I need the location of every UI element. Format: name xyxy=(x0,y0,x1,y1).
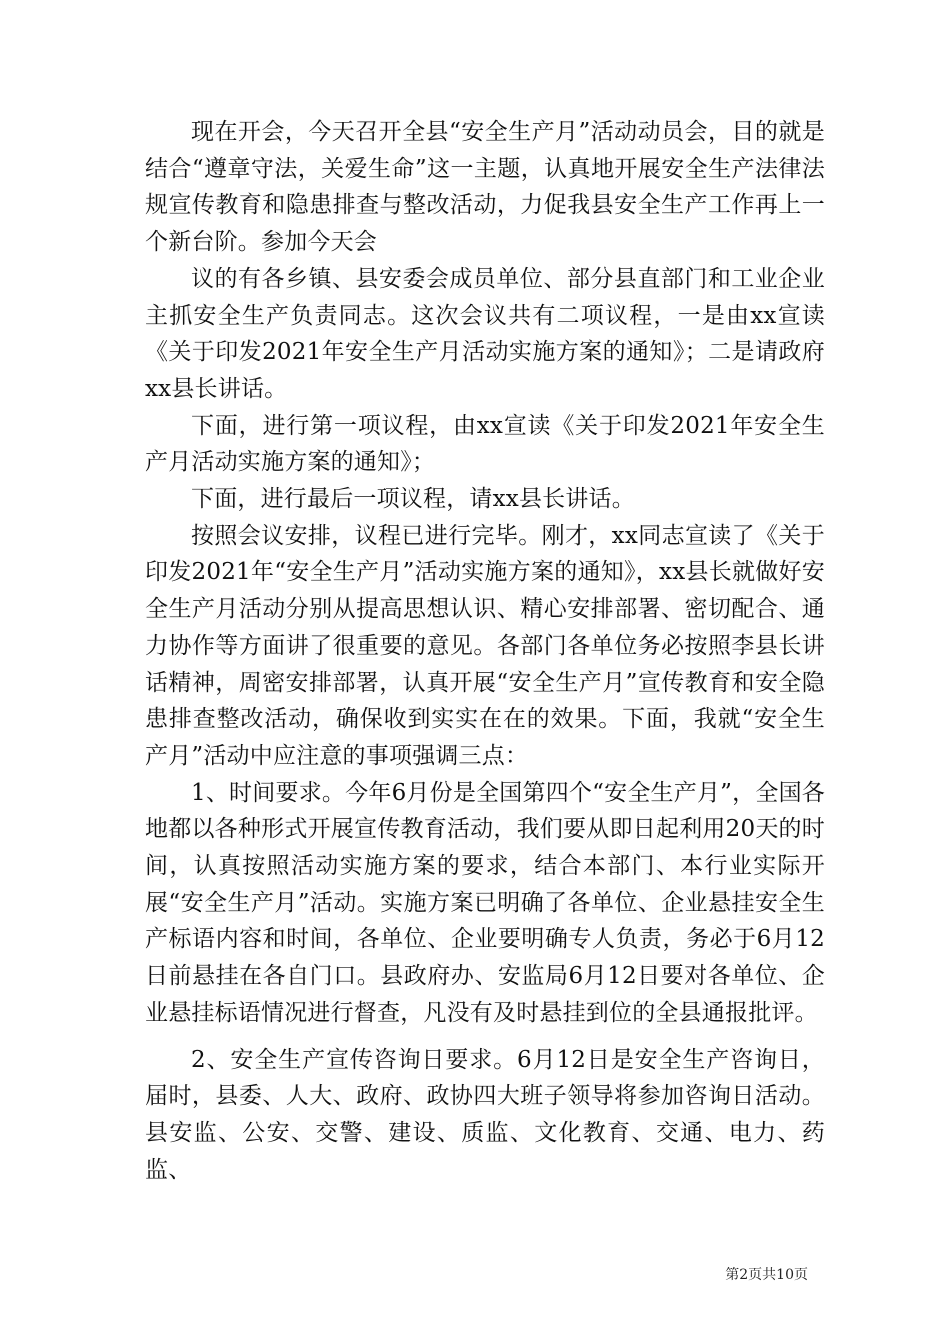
document-body xyxy=(145,114,825,1188)
paragraph-6: 1、时间要求。今年6月份是全国第四个“安全生产月”，全国各地都以各种形式开展宣传教育活动，我们要从即日起利用20天的时间，认真按照活动实施方案的要求，结合本部门、本行业实际开展“安全生产月”活动。实施方案已明确了各单位、企业悬挂安全生产标语内容和时间，各单位、企业要明确专人负责，务必于6月12日前悬挂在各自门口。县政府办、安监局6月12日要对各单位、企业悬挂标语情况进行督查，凡没有及时悬挂到位的全县通报批评。 xyxy=(145,779,825,1026)
paragraph-7: 2、安全生产宣传咨询日要求。6月12日是安全生产咨询日，届时，县委、人大、政府、政协四大班子领导将参加咨询日活动。县安监、公安、交警、建设、质监、文化教育、交通、电力、药监、 xyxy=(145,1046,825,1183)
page-number: 第2页共10页 xyxy=(725,1267,808,1283)
paragraph-5: 按照会议安排，议程已进行完毕。刚才，xx同志宣读了《关于印发2021年“安全生产月”活动实施方案的通知》，xx县长就做好安全生产月活动分别从提高思想认识、精心安排部署、密切配合、通力协作等方面讲了很重要的意见。各部门各单位务必按照李县长讲话精神，周密安排部署，认真开展“安全生产月”宣传教育和安全隐患排查整改活动，确保收到实实在在的效果。下面，我就“安全生产月”活动中应注意的事项强调三点： xyxy=(145,522,825,769)
paragraph-2: 议的有各乡镇、县安委会成员单位、部分县直部门和工业企业主抓安全生产负责同志。这次会议共有二项议程，一是由xx宣读《关于印发2021年安全生产月活动实施方案的通知》；二是请政府xx县长讲话。 xyxy=(145,265,825,402)
paragraph-1: 现在开会，今天召开全县“安全生产月”活动动员会，目的就是结合“遵章守法，关爱生命”这一主题，认真地开展安全生产法律法规宣传教育和隐患排查与整改活动，力促我县安全生产工作再上一个新台阶。参加今天会 xyxy=(145,119,825,256)
paragraph-3: 下面，进行第一项议程，由xx宣读《关于印发2021年安全生产月活动实施方案的通知》； xyxy=(145,412,825,476)
paragraph-4: 下面，进行最后一项议程，请xx县长讲话。 xyxy=(191,486,635,513)
